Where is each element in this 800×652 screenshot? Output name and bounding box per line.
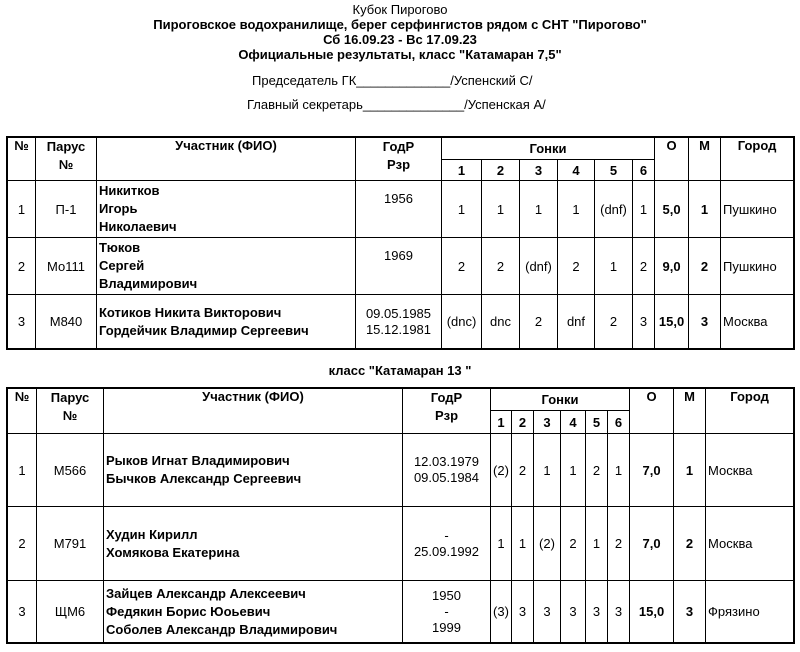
table-row [8,181,794,238]
place: 3 [674,581,706,643]
race-result: 2 [512,434,534,507]
race-result: 1 [586,507,608,581]
participant-names [97,181,356,238]
column-header-place: М [674,389,706,434]
birth-years [356,238,442,295]
birth-year: 09.05.1984 [413,470,480,485]
race-number: 4 [561,411,586,434]
city: Москва [721,295,794,349]
participant-name: Николаевич [99,219,177,234]
race-result: (dnf) [595,181,633,238]
race-number: 3 [534,411,561,434]
class-2-title: класс "Катамаран 13 " [328,363,472,378]
race-result: dnc [482,295,520,349]
race-result: (dnf) [520,238,558,295]
race-result: 3 [512,581,534,643]
participant-names [97,295,356,349]
race-number: 5 [595,160,633,181]
table-row [8,295,794,349]
total-points: 5,0 [655,181,689,238]
race-result: 2 [520,295,558,349]
participant-names [97,238,356,295]
race-result: 1 [520,181,558,238]
birth-year: 1950 [432,587,461,603]
race-result: 2 [595,295,633,349]
place: 2 [689,238,721,295]
birth-year: 1969 [384,248,413,263]
participant-name: Зайцев Александр Алексеевич [106,585,306,601]
participant-name: Сергей [99,258,145,273]
participant-name: Федякин Борис Юоьевич [106,603,271,619]
race-result: 3 [633,295,655,349]
race-result: 2 [482,238,520,295]
birth-year: 1956 [384,191,413,206]
row-number: 2 [8,507,37,581]
column-header-races: Гонки [491,389,630,411]
participant-name: Владимирович [99,276,198,291]
total-points: 7,0 [630,434,674,507]
race-number: 2 [482,160,520,181]
column-header-participant: Участник (ФИО) [97,138,356,181]
row-number: 2 [8,238,36,295]
birth-year: - [444,527,449,543]
column-header-city: Город [706,389,794,434]
race-result: 2 [633,238,655,295]
race-result: 1 [561,434,586,507]
participant-name: Худин Кирилл [106,526,198,542]
race-number: 6 [633,160,655,181]
row-number: 1 [8,181,36,238]
results-title: Официальные результаты, класс "Катамаран 7,5" [238,47,562,62]
race-result: 2 [561,507,586,581]
row-number: 1 [8,434,37,507]
sail-number: П-1 [36,181,97,238]
sail-number: М840 [36,295,97,349]
column-header-participant: Участник (ФИО) [104,389,403,434]
birth-year: - [444,603,449,619]
sail-number: Мо111 [36,238,97,295]
race-number: 3 [520,160,558,181]
table-row [8,507,794,581]
chairman-signature-line: Председатель ГК_____________/Успенский С/ [252,73,533,88]
race-result: 1 [491,507,512,581]
birth-years [356,295,442,349]
results-table-class-2 [7,388,794,643]
participant-name: Хомякова Екатерина [106,544,240,560]
total-points: 9,0 [655,238,689,295]
place: 1 [674,434,706,507]
city: Москва [706,507,794,581]
participant-names [104,434,403,507]
birth-years [403,507,491,581]
place: 3 [689,295,721,349]
race-number: 6 [608,411,630,434]
column-header-sail: Парус № [36,138,97,181]
race-result: (2) [491,434,512,507]
column-header-no: № [8,389,37,434]
city: Пушкино [721,181,794,238]
participant-name: Котиков Никита Викторович [99,304,282,320]
column-header-sail: Парус № [37,389,104,434]
participant-name: Тюков [99,240,141,255]
column-header-born: ГодР Рзр [403,389,491,434]
race-result: 1 [608,434,630,507]
race-number: 2 [512,411,534,434]
birth-year: 1999 [432,619,461,635]
table-row [8,434,794,507]
results-table-class-1 [7,137,794,349]
race-result: (dnc) [442,295,482,349]
race-result: 2 [586,434,608,507]
column-header-city: Город [721,138,794,181]
city: Москва [706,434,794,507]
race-result: 1 [595,238,633,295]
column-header-place: М [689,138,721,181]
column-header-points: О [655,138,689,181]
race-result: (3) [491,581,512,643]
race-result: 1 [512,507,534,581]
participant-name: Игорь [99,201,138,216]
participant-name: Соболев Александр Владимирович [106,621,338,637]
birth-years [356,181,442,238]
race-number: 4 [558,160,595,181]
race-result: 3 [608,581,630,643]
city: Пушкино [721,238,794,295]
race-number: 1 [491,411,512,434]
race-number: 1 [442,160,482,181]
participant-names [104,581,403,643]
race-result: 2 [442,238,482,295]
sail-number: ЩМ6 [37,581,104,643]
city: Фрязино [706,581,794,643]
total-points: 15,0 [655,295,689,349]
secretary-signature-line: Главный секретарь______________/Успенская А/ [247,97,546,112]
race-result: dnf [558,295,595,349]
birth-years [403,581,491,643]
birth-year: 15.12.1981 [365,321,432,337]
participant-names [104,507,403,581]
column-header-no: № [8,138,36,181]
column-header-races: Гонки [442,138,655,160]
column-header-born: ГодР Рзр [356,138,442,181]
race-result: 1 [534,434,561,507]
birth-year: 12.03.1979 [413,454,480,469]
race-result: 1 [442,181,482,238]
sail-number: М791 [37,507,104,581]
race-number: 5 [586,411,608,434]
total-points: 7,0 [630,507,674,581]
table-row [8,581,794,643]
place: 2 [674,507,706,581]
participant-name: Гордейчик Владимир Сергеевич [99,322,309,338]
event-venue: Пироговское водохранилище, берег серфингистов рядом с СНТ "Пирогово" [153,17,647,32]
race-result: 1 [558,181,595,238]
place: 1 [689,181,721,238]
event-dates: Сб 16.09.23 - Вс 17.09.23 [323,32,477,47]
row-number: 3 [8,581,37,643]
table-row [8,238,794,295]
birth-year: 09.05.1985 [365,305,432,321]
column-header-points: О [630,389,674,434]
birth-year: 25.09.1992 [413,543,480,559]
event-title: Кубок Пирогово [352,2,448,17]
participant-name: Никитков [99,183,160,198]
participant-name: Бычков Александр Сергеевич [106,471,302,486]
race-result: 3 [561,581,586,643]
race-result: 1 [482,181,520,238]
birth-years [403,434,491,507]
race-result: (2) [534,507,561,581]
total-points: 15,0 [630,581,674,643]
race-result: 2 [608,507,630,581]
race-result: 2 [558,238,595,295]
row-number: 3 [8,295,36,349]
sail-number: М566 [37,434,104,507]
race-result: 3 [586,581,608,643]
race-result: 1 [633,181,655,238]
race-result: 3 [534,581,561,643]
participant-name: Рыков Игнат Владимирович [106,453,290,468]
